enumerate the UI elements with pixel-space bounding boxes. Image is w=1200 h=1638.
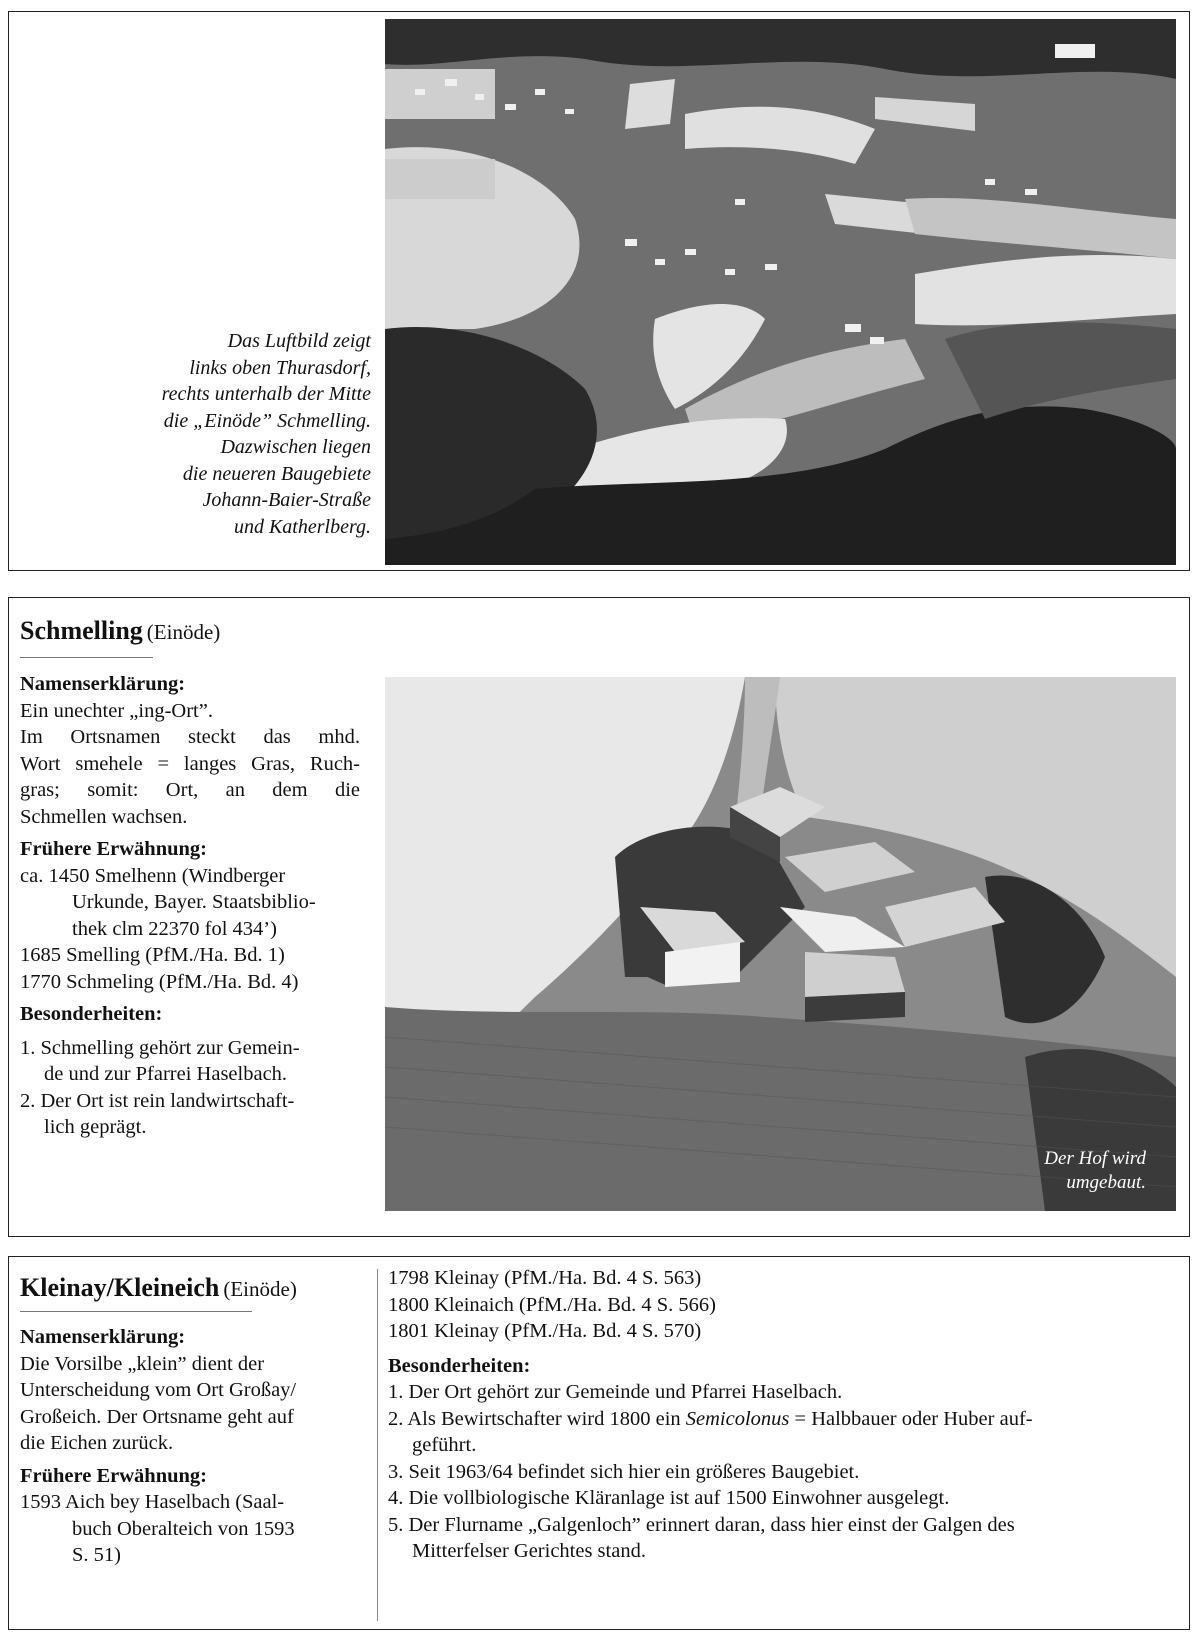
title-underline bbox=[20, 1311, 252, 1312]
schmelling-section bbox=[8, 597, 1190, 1237]
caption-line: umgebaut. bbox=[1066, 1172, 1146, 1193]
caption-line: rechts unterhalb der Mitte bbox=[161, 383, 371, 405]
text-line: gras; somit: Ort, an dem die bbox=[20, 779, 360, 801]
caption-line: Johann-Baier-Straße bbox=[202, 489, 371, 511]
text-line: S. 51) bbox=[72, 1544, 121, 1566]
earlier-mention-label: Frühere Erwähnung: bbox=[20, 1464, 207, 1487]
text-line: Wort smehele = langes Gras, Ruch- bbox=[20, 752, 360, 775]
text-line: 4. Die vollbiologische Kläranlage ist auf 1500 Einwohner ausgelegt. bbox=[388, 1487, 950, 1509]
text-line: lich geprägt. bbox=[44, 1116, 147, 1138]
section-title bbox=[20, 1273, 297, 1303]
text-line: 1800 Kleinaich (PfM./Ha. Bd. 4 S. 566) bbox=[388, 1293, 716, 1316]
title-underline bbox=[20, 657, 153, 658]
text-span: = Halbbauer oder Huber auf- bbox=[789, 1407, 1033, 1430]
text-line: buch Oberalteich von 1593 bbox=[72, 1517, 295, 1540]
text-line: Mitterfelser Gerichtes stand. bbox=[412, 1540, 646, 1562]
text-line: 1801 Kleinay (PfM./Ha. Bd. 4 S. 570) bbox=[388, 1320, 702, 1342]
text-line: de und zur Pfarrei Haselbach. bbox=[44, 1063, 288, 1085]
caption-line: und Katherlberg. bbox=[233, 515, 371, 538]
farm-photo bbox=[385, 677, 1176, 1211]
text-line: 3. Seit 1963/64 befindet sich hier ein größeres Baugebiet. bbox=[388, 1460, 860, 1483]
place-type: (Einöde) bbox=[146, 620, 221, 644]
text-line bbox=[388, 1406, 1178, 1433]
aerial-photo-caption bbox=[21, 328, 371, 540]
special-features-label: Besonderheiten: bbox=[388, 1354, 531, 1377]
text-line: 2. Der Ort ist rein landwirtschaft- bbox=[20, 1089, 295, 1112]
section-title bbox=[20, 616, 220, 646]
text-line: 1685 Smelling (PfM./Ha. Bd. 1) bbox=[20, 944, 285, 966]
special-features-label: Besonderheiten: bbox=[20, 1003, 163, 1025]
text-line: Unterscheidung vom Ort Großay/ bbox=[20, 1379, 297, 1401]
kleinay-right-column bbox=[388, 1265, 1178, 1565]
caption-line: die „Einöde” Schmelling. bbox=[163, 409, 371, 432]
caption-line: Dazwischen liegen bbox=[220, 436, 371, 458]
caption-line: links oben Thurasdorf, bbox=[189, 356, 371, 379]
earlier-mention-label: Frühere Erwähnung: bbox=[20, 838, 207, 860]
text-line: geführt. bbox=[412, 1434, 477, 1456]
caption-line: die neueren Baugebiete bbox=[182, 462, 371, 485]
place-name: Schmelling bbox=[20, 616, 143, 645]
name-explanation-label: Namenserklärung: bbox=[20, 1326, 186, 1348]
text-line: Die Vorsilbe „klein” dient der bbox=[20, 1352, 265, 1375]
text-line: Großeich. Der Ortsname geht auf bbox=[20, 1405, 294, 1428]
text-line: 1798 Kleinay (PfM./Ha. Bd. 4 S. 563) bbox=[388, 1267, 702, 1289]
text-line: Urkunde, Bayer. Staatsbiblio- bbox=[72, 891, 316, 913]
place-name: Kleinay/Kleineich bbox=[20, 1273, 220, 1302]
place-type: (Einöde) bbox=[223, 1277, 297, 1301]
text-line: 5. Der Flurname „Galgenloch” erinnert daran, dass hier einst der Galgen des bbox=[388, 1513, 1015, 1536]
text-line: ca. 1450 Smelhenn (Windberger bbox=[20, 864, 286, 887]
kleinay-left-column bbox=[20, 1324, 360, 1569]
text-line: Ein unechter „ing-Ort”. bbox=[20, 699, 213, 722]
text-line: 1. Der Ort gehört zur Gemeinde und Pfarrei Haselbach. bbox=[388, 1381, 843, 1403]
latin-term: Semicolonus bbox=[685, 1407, 790, 1430]
text-line: 1. Schmelling gehört zur Gemein- bbox=[20, 1036, 300, 1059]
name-explanation-label: Namenserklärung: bbox=[20, 673, 186, 695]
text-line: thek clm 22370 fol 434’) bbox=[72, 917, 277, 940]
text-line: die Eichen zurück. bbox=[20, 1432, 174, 1454]
text-line: 1770 Schmeling (PfM./Ha. Bd. 4) bbox=[20, 970, 299, 993]
text-span: 2. Als Bewirtschafter wird 1800 ein bbox=[388, 1407, 686, 1430]
farm-photo-caption bbox=[1044, 1147, 1146, 1195]
aerial-photo-panel bbox=[8, 11, 1190, 571]
caption-line: Das Luftbild zeigt bbox=[227, 330, 371, 352]
schmelling-text-column bbox=[20, 671, 360, 1141]
kleinay-section bbox=[8, 1256, 1190, 1630]
caption-line: Der Hof wird bbox=[1044, 1148, 1146, 1169]
column-divider bbox=[377, 1269, 378, 1621]
text-line: 1593 Aich bey Haselbach (Saal- bbox=[20, 1491, 285, 1513]
aerial-photo bbox=[385, 19, 1176, 565]
text-line: Schmellen wachsen. bbox=[20, 805, 188, 828]
text-line: Im Ortsnamen steckt das mhd. bbox=[20, 726, 360, 748]
